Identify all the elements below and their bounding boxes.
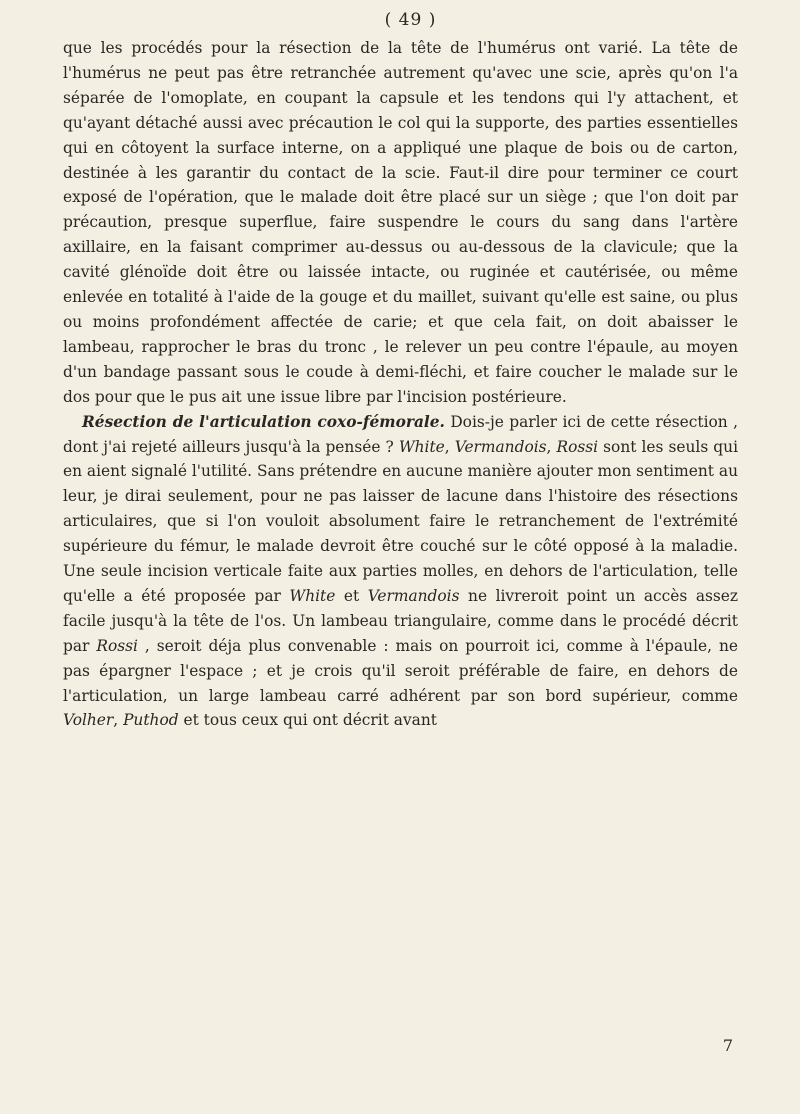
- text-run: et tous ceux qui ont décrit avant: [178, 711, 437, 730]
- author-name: Rossi: [96, 636, 138, 655]
- paragraph-humerus-resection: que les procédés pour la résection de la tête de l'humérus ont varié. La tête de l'humérus ne peut pas être retranchée autrement qu'avec une scie, après qu'on l'a séparée de l'omoplate, en coupant la capsule et les tendons qui l'y attachent, et qu'ayant détaché aussi avec précaution le col qui la supporte, des parties essentielles qui en côtoyent la surface interne, on a appliqué une plaque de bois ou de carton, destinée à les garantir du contact de la scie. Faut-il dire pour terminer ce court exposé de l'opération, que le malade doit être placé sur un siège ; que l'on doit par précaution, presque superflue, faire suspendre le cours du sang dans l'artère axillaire, en la faisant comprimer au-dessus ou au-dessous de la clavicule; que la cavité glénoïde doit être ou laissée intacte, ou ruginée et cautérisée, ou même enlevée en totalité à l'aide de la gouge et du maillet, suivant qu'elle est saine, ou plus ou moins profondément affectée de carie; et que cela fait, on doit abaisser le lambeau, rapprocher le bras du tronc , le relever un peu contre l'épaule, au moyen d'un bandage passant sous le coude à demi-fléchi, et faire coucher le malade sur le dos pour que le pus ait une issue libre par l'incision postérieure.: [63, 39, 738, 406]
- author-name: Rossi: [556, 437, 599, 456]
- text-run: ne livreroit point un accès assez facile jusqu'à la tête de l'os. Un lambeau triangulaire, comme dans le procédé décrit par: [63, 586, 739, 655]
- signature-mark: 7: [722, 1036, 733, 1055]
- page-body: [63, 36, 738, 733]
- author-name: White: [289, 586, 336, 605]
- page-number: ( 49 ): [384, 10, 437, 30]
- text-run: ,: [113, 711, 124, 730]
- author-name: Vermandois: [454, 437, 547, 456]
- text-run: sont les seuls qui en aient signalé l'utilité. Sans prétendre en aucune manière ajouter mon sentiment au leur, je dirai seulement, pour ne pas laisser de lacune dans l'histoire des résections articulaires, que si l'on vouloit absolument faire le retranchement de l'extrémité supérieure du fémur, le malade devroit être couché sur le côté opposé à la maladie. Une seule incision verticale faite aux parties molles, en dehors de l'articulation, telle qu'elle a été proposée par: [63, 437, 738, 605]
- author-name: Puthod: [123, 711, 179, 730]
- text-run: et: [335, 586, 368, 605]
- author-name: Vermandois: [367, 586, 460, 605]
- section-heading: Résection de l'articulation coxo-fémorale.: [82, 412, 445, 431]
- author-name: Volher: [63, 711, 114, 730]
- text-run: ,: [546, 437, 557, 456]
- text-run: Dois-je parler ici de cette résection , dont j'ai rejeté ailleurs jusqu'à la pensée ?: [63, 412, 738, 456]
- paragraph-coxo-femoral-resection: [63, 410, 738, 734]
- text-run: , seroit déja plus convenable : mais on pourroit ici, comme à l'épaule, ne pas épargner l'espace ; et je crois qu'il seroit préférable de faire, en dehors de l'articulation, un large lambeau carré adhérent par son bord supérieur, comme: [63, 636, 738, 705]
- author-name: White: [398, 437, 445, 456]
- text-run: ,: [444, 437, 455, 456]
